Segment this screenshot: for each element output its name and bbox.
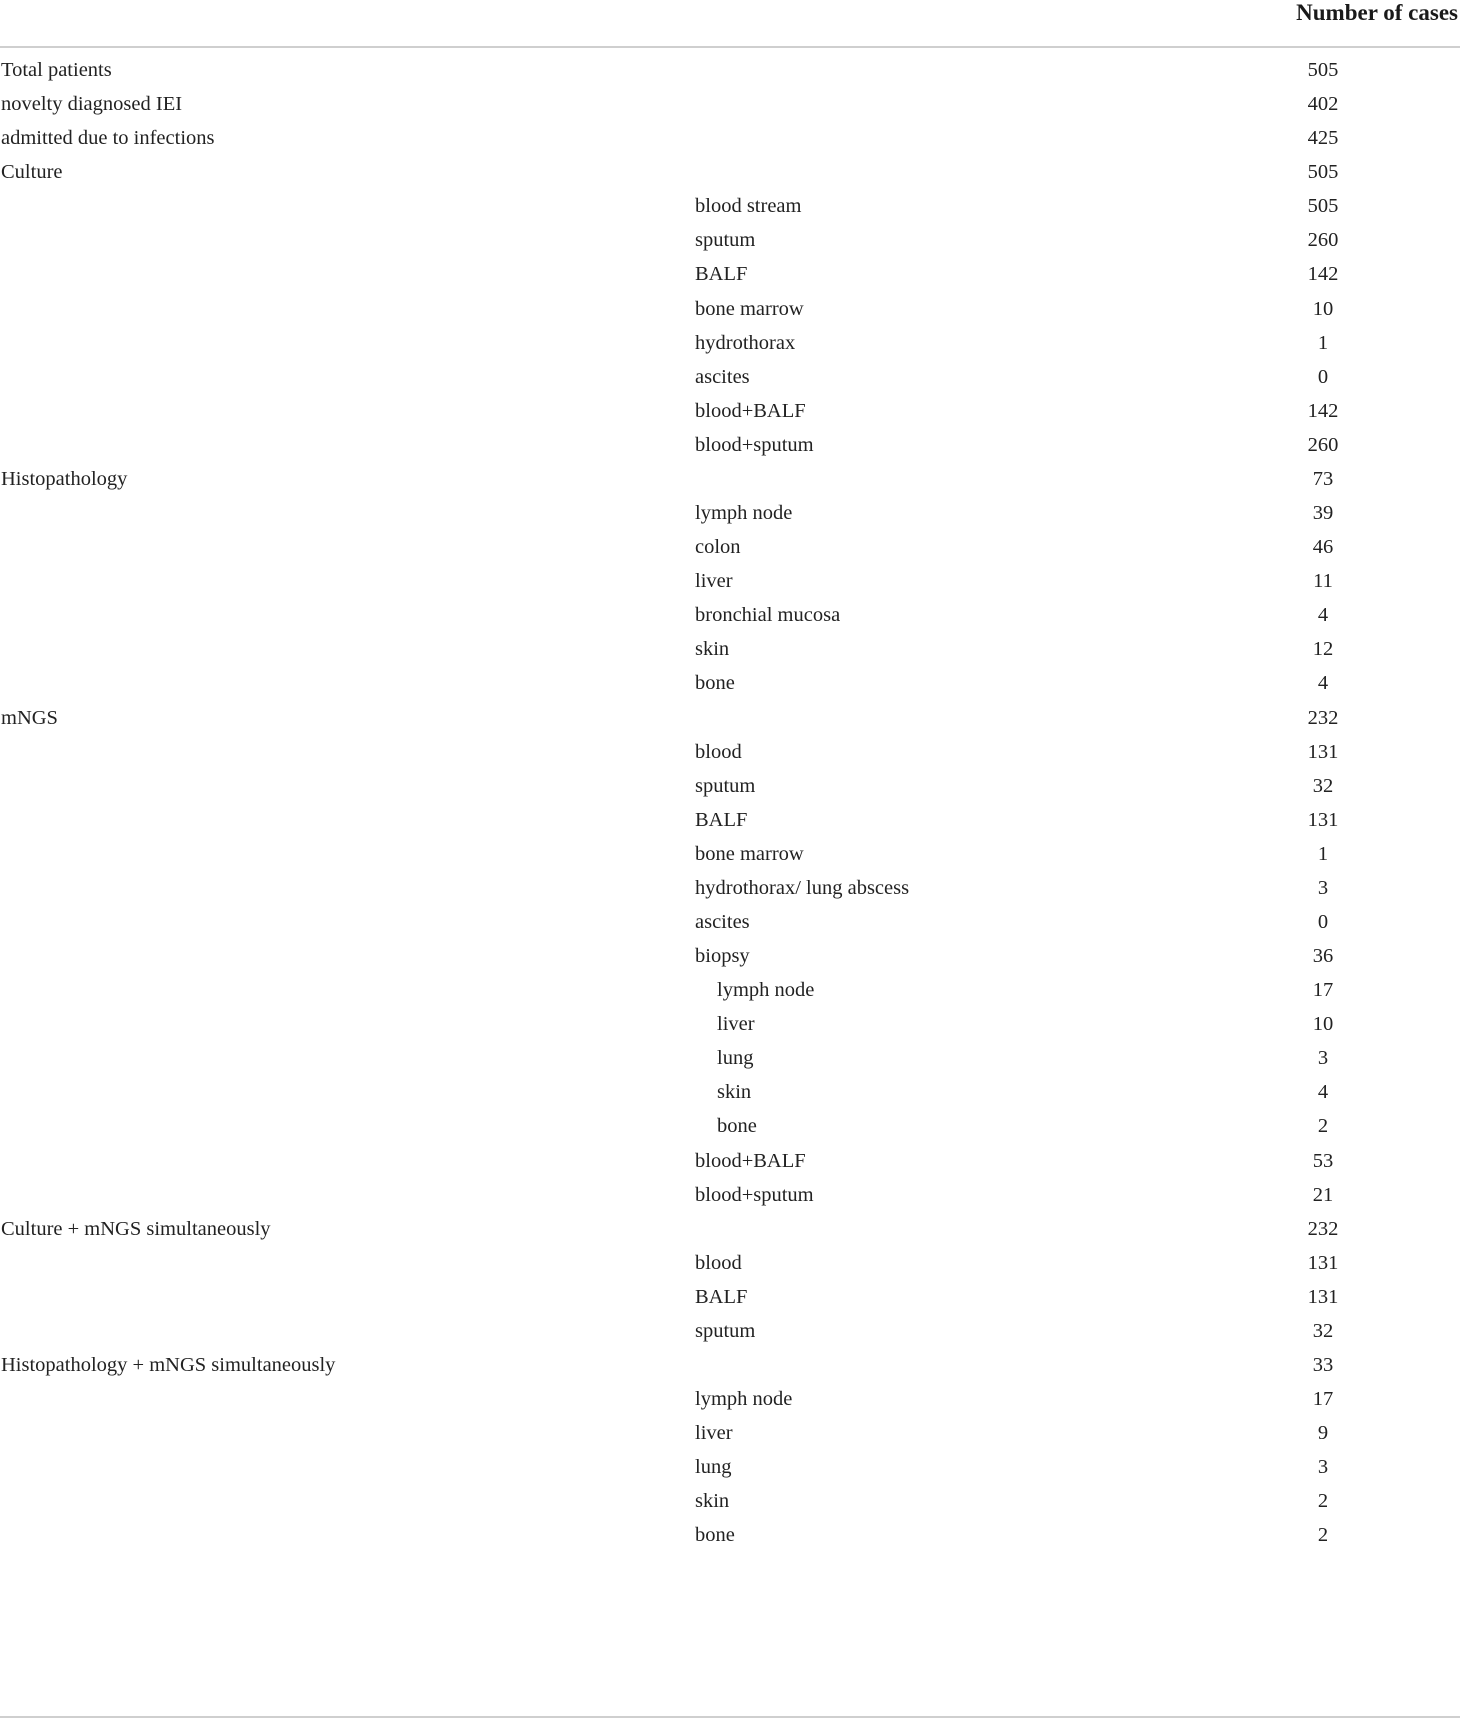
table-row [0,52,1460,89]
row-case-count: 32 [1312,1319,1334,1342]
table-row [0,665,1460,702]
row-case-count: 260 [1307,229,1339,252]
row-subcategory-label: blood+sputum [695,1183,814,1206]
row-case-count: 0 [1317,365,1329,388]
table-row [0,1040,1460,1077]
table-row [0,631,1460,668]
row-subcategory-label: BALF [695,808,748,831]
row-subcategory-label: BALF [695,1285,748,1308]
row-case-count: 131 [1307,1285,1339,1308]
row-case-count: 53 [1312,1149,1334,1172]
row-subcategory-label: skin [695,638,730,661]
row-subcategory-label: lymph node [695,1388,793,1411]
table-row [0,904,1460,941]
table-row [0,529,1460,566]
row-category-label: Culture + mNGS simultaneously [1,1217,271,1240]
row-subcategory-label: colon [695,536,741,559]
row-subcategory-label: bone marrow [695,842,804,865]
row-category-label: Culture [1,161,63,184]
row-case-count: 17 [1312,1388,1334,1411]
row-case-count: 131 [1307,808,1339,831]
row-case-count: 505 [1307,59,1339,81]
table-row [0,86,1460,123]
row-case-count: 3 [1317,1456,1329,1479]
row-subcategory-label: liver [717,1013,755,1036]
row-case-count: 4 [1317,604,1329,627]
row-case-count: 425 [1307,127,1339,150]
table-row [0,1245,1460,1282]
row-case-count: 11 [1313,570,1333,593]
row-subcategory-label: lung [717,1047,754,1070]
table-row [0,1279,1460,1316]
table-row [0,734,1460,771]
table-row [0,1313,1460,1350]
row-case-count: 142 [1307,263,1339,286]
row-case-count: 142 [1307,399,1339,422]
table-row [0,188,1460,225]
row-case-count: 33 [1312,1354,1334,1377]
row-subcategory-label: lymph node [717,979,815,1002]
table-row [0,291,1460,328]
table-row [0,120,1460,157]
row-case-count: 232 [1307,706,1339,729]
row-subcategory-label: blood+sputum [695,433,814,456]
table-row [0,393,1460,430]
table-row [0,700,1460,737]
table-row [0,1517,1460,1554]
table-row [0,1347,1460,1384]
table-row [0,1211,1460,1248]
row-subcategory-label: skin [717,1081,752,1104]
row-case-count: 73 [1312,467,1334,490]
row-case-count: 505 [1307,161,1339,184]
table-row [0,359,1460,396]
table-header [0,0,1460,48]
table-row [0,836,1460,873]
row-subcategory-label: lung [695,1456,732,1479]
row-case-count: 402 [1307,93,1339,116]
row-subcategory-label: bone [717,1115,757,1138]
table-row [0,1108,1460,1145]
row-subcategory-label: liver [695,1422,733,1445]
row-case-count: 39 [1312,502,1334,525]
table-row [0,597,1460,634]
row-case-count: 17 [1312,979,1334,1002]
row-subcategory-label: ascites [695,911,750,933]
row-subcategory-label: blood [695,740,742,763]
table-row [0,1074,1460,1111]
row-case-count: 131 [1307,1251,1339,1274]
row-category-label: Total patients [1,59,112,81]
row-case-count: 9 [1317,1422,1329,1445]
row-case-count: 1 [1317,842,1329,865]
row-case-count: 10 [1312,297,1334,320]
table-row [0,256,1460,293]
table-row [0,495,1460,532]
row-case-count: 3 [1317,1047,1329,1070]
row-case-count: 232 [1307,1217,1339,1240]
row-subcategory-label: ascites [695,365,750,388]
row-subcategory-label: bone marrow [695,297,804,320]
row-category-label: Histopathology + mNGS simultaneously [1,1354,336,1377]
row-case-count: 1 [1317,331,1329,354]
row-case-count: 131 [1307,740,1339,763]
row-subcategory-label: blood stream [695,195,802,218]
row-case-count: 4 [1317,672,1329,695]
row-category-label: novelty diagnosed IEI [1,93,183,116]
row-case-count: 46 [1312,536,1334,559]
row-subcategory-label: hydrothorax [695,331,796,354]
row-subcategory-label: blood+BALF [695,1149,806,1172]
row-subcategory-label: blood+BALF [695,399,806,422]
row-subcategory-label: sputum [695,1319,756,1342]
table-row [0,870,1460,907]
row-case-count: 0 [1317,911,1329,933]
row-subcategory-label: bone [695,672,735,695]
row-case-count: 260 [1307,433,1339,456]
row-subcategory-label: bronchial mucosa [695,604,841,627]
row-case-count: 12 [1312,638,1334,661]
table-row [0,1449,1460,1486]
table-bottom-rule [0,1716,1460,1718]
row-subcategory-label: lymph node [695,502,793,525]
table-row [0,768,1460,805]
row-subcategory-label: bone [695,1524,735,1547]
table-row [0,1415,1460,1452]
table-row [0,1483,1460,1520]
table-row [0,461,1460,498]
table-row [0,1381,1460,1418]
row-case-count: 505 [1307,195,1339,218]
row-subcategory-label: sputum [695,774,756,797]
row-subcategory-label: hydrothorax/ lung abscess [695,876,910,899]
row-case-count: 36 [1312,945,1334,968]
table-row [0,1143,1460,1180]
table-row [0,563,1460,600]
table-row [0,938,1460,975]
row-subcategory-label: biopsy [695,945,750,968]
table-row [0,154,1460,191]
row-subcategory-label: BALF [695,263,748,286]
row-subcategory-label: sputum [695,229,756,252]
row-case-count: 10 [1312,1013,1334,1036]
row-case-count: 2 [1317,1524,1329,1547]
table-row [0,325,1460,362]
row-case-count: 21 [1312,1183,1334,1206]
table-row [0,222,1460,259]
table-row [0,1177,1460,1214]
table-row [0,972,1460,1009]
row-subcategory-label: blood [695,1251,742,1274]
table-row [0,802,1460,839]
table-row [0,1006,1460,1043]
row-case-count: 32 [1312,774,1334,797]
row-case-count: 3 [1317,876,1329,899]
row-category-label: mNGS [1,706,58,729]
row-case-count: 2 [1317,1490,1329,1513]
row-category-label: Histopathology [1,467,128,490]
row-case-count: 4 [1317,1081,1329,1104]
row-subcategory-label: skin [695,1490,730,1513]
row-category-label: admitted due to infections [1,127,215,150]
column-header-number-of-cases: Number of cases [1296,0,1458,25]
row-subcategory-label: liver [695,570,733,593]
row-case-count: 2 [1317,1115,1329,1138]
table-row [0,427,1460,464]
